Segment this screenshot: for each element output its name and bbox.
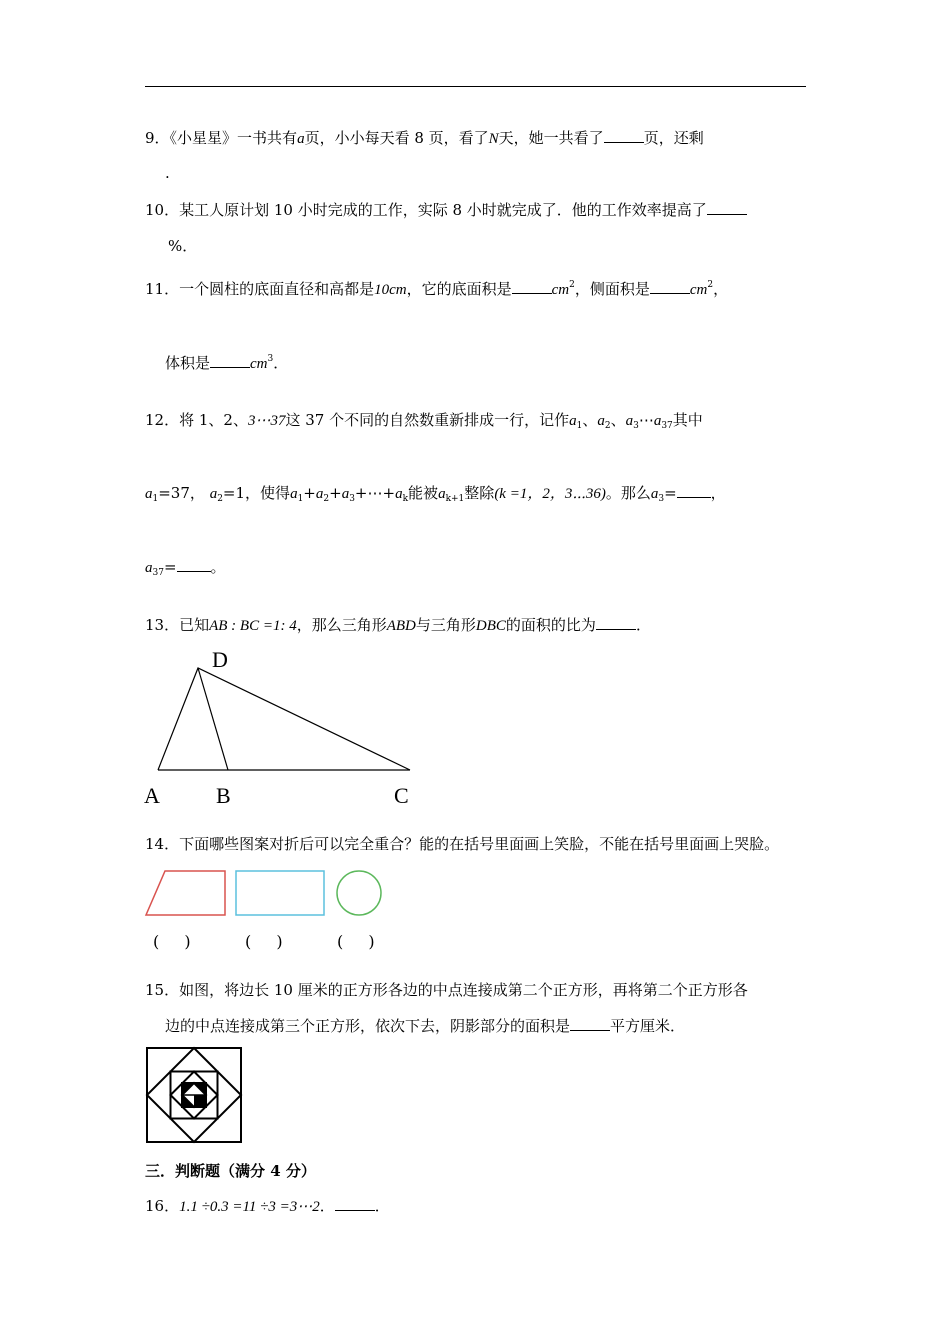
question-10-cont: %． — [168, 237, 198, 255]
shapes-figure — [143, 866, 403, 922]
question-15: 15．如图，将边长 10 厘米的正方形各边的中点连接成第二个正方形，再将第二个正方形各 — [145, 981, 748, 999]
label-b: B — [216, 783, 231, 808]
question-9: 9．《小星星》一书共有a页，小小每天看 8 页，看了N天，她一共看了 页，还剩 — [145, 129, 704, 147]
answer-paren-1[interactable]: ( ) — [153, 932, 201, 951]
triangle-figure — [140, 645, 420, 810]
answer-paren-2[interactable]: ( ) — [245, 932, 293, 951]
question-14: 14．下面哪些图案对折后可以完全重合？能的在括号里面画上笑脸，不能在括号里面画上哭脸。 — [145, 835, 780, 853]
question-11-line2: 体积是 $cm^3$． — [165, 354, 289, 372]
label-c: C — [394, 783, 409, 808]
rectangle-shape — [236, 871, 324, 915]
question-16: 16．1.1 ÷0.3 =11 ÷3 =3⋯2． ． — [145, 1197, 390, 1215]
answer-blank[interactable] — [335, 1196, 375, 1211]
answer-blank[interactable] — [177, 557, 211, 572]
label-d: D — [212, 647, 228, 672]
question-11: 11．一个圆柱的底面直径和高都是10cm，它的底面积是 $cm^2$，侧面积是 $cm^2$， — [145, 280, 729, 298]
answer-blank[interactable] — [677, 483, 711, 498]
question-9-cont: . — [165, 164, 170, 182]
question-10: 10．某工人原计划 10 小时完成的工作，实际 8 小时就完成了．他的工作效率提高了 — [145, 200, 747, 220]
answer-blank[interactable] — [596, 615, 636, 630]
question-15-line2: 边的中点连接成第三个正方形，依次下去，阴影部分的面积是 平方厘米． — [165, 1017, 686, 1035]
answer-blank[interactable] — [707, 200, 747, 215]
question-12-line2: $a_1=37$， $a_2=1$，使得$a_1+a_2+a_3+\cdots+a_k$能被$a_{k+1}$整除(k =1，2，3⋯36)。那么$a_3=$ ， — [145, 484, 726, 504]
nested-squares-figure — [145, 1046, 245, 1146]
answer-paren-3[interactable]: ( ) — [337, 932, 385, 951]
answer-blank[interactable] — [512, 279, 552, 294]
answer-blank[interactable] — [210, 353, 250, 368]
circle-shape — [337, 871, 381, 915]
question-13: 13．已知AB : BC =1: 4，那么三角形ABD与三角形DBC的面积的比为 ． — [145, 616, 651, 634]
header-rule — [145, 86, 806, 87]
answer-blank[interactable] — [650, 279, 690, 294]
question-12: 12．将 1、2、3⋯37这 37 个不同的自然数重新排成一行，记作$a_1$、$a_2$、$a_3\cdots a_{37}$其中 — [145, 411, 703, 431]
label-a: A — [144, 783, 160, 808]
trapezoid-shape — [146, 871, 225, 915]
question-12-line3: $a_{37}=$ 。 — [145, 558, 226, 578]
section-title: 三．判断题（满分 4 分） — [145, 1162, 316, 1180]
answer-blank[interactable] — [570, 1016, 610, 1031]
answer-blank[interactable] — [604, 128, 644, 143]
